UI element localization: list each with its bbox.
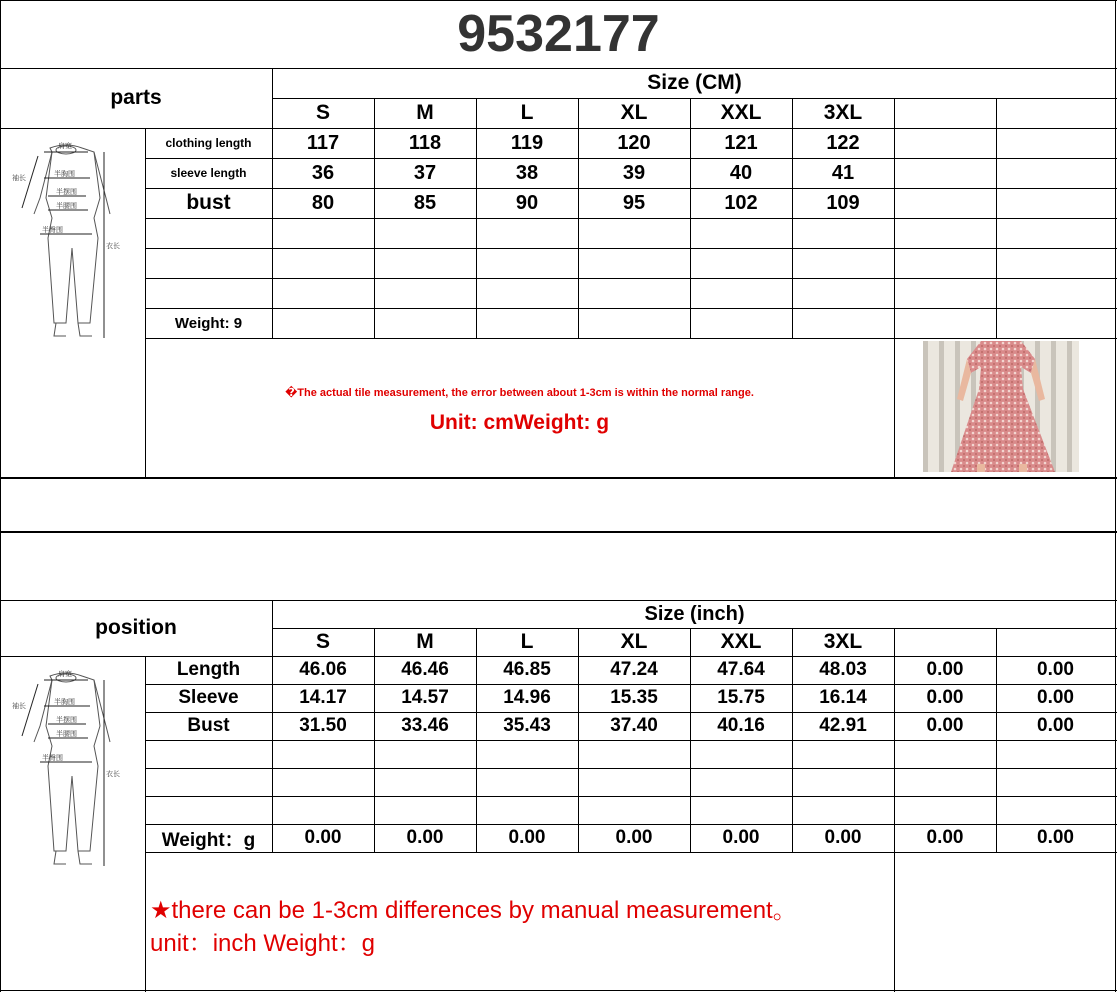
- cm-size-xl: XL: [620, 101, 648, 124]
- table-cell: 40: [729, 161, 753, 184]
- table-cell: 41: [831, 161, 855, 184]
- row-label-length: Length: [176, 659, 241, 680]
- table-cell: 14.96: [503, 687, 551, 708]
- table-cell: 42.91: [819, 715, 867, 736]
- garment-measurement-diagram: [10, 138, 138, 343]
- table-cell: 37: [413, 161, 437, 184]
- table-cell: 80: [311, 191, 335, 214]
- figure-label-sleeve: 袖长: [12, 174, 26, 182]
- table-cell: 39: [622, 161, 646, 184]
- table-cell: 0.00: [1037, 659, 1074, 680]
- table-cell: 117: [306, 131, 340, 154]
- table-cell: 0.00: [615, 827, 653, 848]
- table-cell: 0.00: [406, 827, 444, 848]
- table-cell: 109: [826, 191, 860, 214]
- table-cell: 95: [622, 191, 646, 214]
- inch-size-xxl: XXL: [720, 630, 762, 653]
- table-cell: 0.00: [926, 687, 964, 708]
- table-cell: 46.85: [503, 659, 551, 680]
- row-label-bust: Bust: [187, 715, 230, 736]
- row-label-bust: bust: [186, 191, 231, 214]
- cm-unit-text: Unit: cmWeight: g: [429, 411, 610, 434]
- figure-label-half-hip: 半臀围: [42, 226, 63, 234]
- weight-label: Weight：g: [161, 829, 256, 851]
- table-cell: 46.46: [401, 659, 449, 680]
- table-cell: 31.50: [299, 715, 347, 736]
- position-header: position: [95, 616, 177, 639]
- size-inch-header: Size (inch): [644, 602, 745, 625]
- size-cm-header: Size (CM): [647, 71, 742, 94]
- figure-label-half-bust: 半胸围: [54, 698, 75, 706]
- cm-size-3xl: 3XL: [823, 101, 863, 124]
- cm-size-s: S: [315, 101, 330, 124]
- table-cell: 47.64: [717, 659, 765, 680]
- inch-size-m: M: [416, 630, 434, 653]
- table-cell: 36: [311, 161, 335, 184]
- inch-size-s: S: [315, 630, 330, 653]
- table-cell: 85: [413, 191, 437, 214]
- table-cell: 14.57: [401, 687, 449, 708]
- inch-size-3xl: 3XL: [823, 630, 863, 653]
- figure-label-length: 衣长: [106, 242, 120, 250]
- figure-label-length: 衣长: [106, 770, 120, 778]
- table-cell: 102: [724, 191, 758, 214]
- cm-size-m: M: [416, 101, 434, 124]
- row-label-sleeve: Sleeve: [178, 687, 239, 708]
- table-cell: 46.06: [299, 659, 347, 680]
- table-cell: 0.00: [926, 827, 964, 848]
- product-photo: [923, 341, 1079, 472]
- parts-header: parts: [110, 86, 162, 109]
- table-cell: 47.24: [610, 659, 658, 680]
- table-cell: 90: [515, 191, 539, 214]
- table-cell: 119: [510, 131, 544, 154]
- table-cell: 0.00: [1037, 687, 1074, 708]
- table-cell: 40.16: [717, 715, 765, 736]
- table-cell: 0.00: [1037, 827, 1074, 848]
- table-cell: 15.35: [610, 687, 658, 708]
- figure-label-half-bust: 半胸围: [54, 170, 75, 178]
- table-cell: 48.03: [819, 659, 867, 680]
- table-cell: 15.75: [717, 687, 765, 708]
- figure-label-sleeve: 袖长: [12, 702, 26, 710]
- dress-image: [923, 341, 1079, 472]
- figure-label-half-hem: 半摆围: [56, 716, 77, 724]
- cm-size-xxl: XXL: [720, 101, 762, 124]
- inch-note-line2: unit：inch Weight：g: [150, 930, 375, 957]
- table-cell: 121: [724, 131, 758, 154]
- page-title: 9532177: [457, 5, 660, 63]
- figure-label-half-waist: 半腰围: [56, 730, 77, 738]
- figure-label-half-waist: 半腰围: [56, 202, 77, 210]
- cm-note: �The actual tile measurement, the error between about 1-3cm is within the normal range.: [285, 386, 754, 399]
- table-cell: 38: [515, 161, 539, 184]
- row-label-clothing-length: clothing length: [165, 135, 252, 150]
- table-cell: 37.40: [610, 715, 658, 736]
- table-cell: 0.00: [824, 827, 862, 848]
- cm-size-l: L: [520, 101, 534, 124]
- table-cell: 122: [826, 131, 860, 154]
- table-cell: 118: [408, 131, 442, 154]
- cm-weight-label: Weight: 9: [174, 314, 243, 332]
- row-label-sleeve-length: sleeve length: [170, 165, 247, 180]
- figure-label-half-hem: 半摆围: [56, 188, 77, 196]
- inch-size-l: L: [520, 630, 534, 653]
- table-cell: 0.00: [722, 827, 760, 848]
- table-cell: 0.00: [926, 715, 964, 736]
- table-cell: 0.00: [304, 827, 342, 848]
- table-cell: 16.14: [819, 687, 867, 708]
- inch-note-line1: ★there can be 1-3cm differences by manual measurement。: [150, 897, 797, 924]
- table-cell: 0.00: [1037, 715, 1074, 736]
- garment-measurement-diagram-inch: [10, 666, 138, 871]
- table-cell: 0.00: [926, 659, 964, 680]
- table-cell: 33.46: [401, 715, 449, 736]
- table-cell: 35.43: [503, 715, 551, 736]
- table-cell: 0.00: [508, 827, 546, 848]
- inch-size-xl: XL: [620, 630, 648, 653]
- table-cell: 14.17: [299, 687, 347, 708]
- figure-label-half-hip: 半臀围: [42, 754, 63, 762]
- figure-label-shoulder: 肩宽: [58, 142, 72, 150]
- table-cell: 120: [617, 131, 651, 154]
- figure-label-shoulder: 肩宽: [58, 670, 72, 678]
